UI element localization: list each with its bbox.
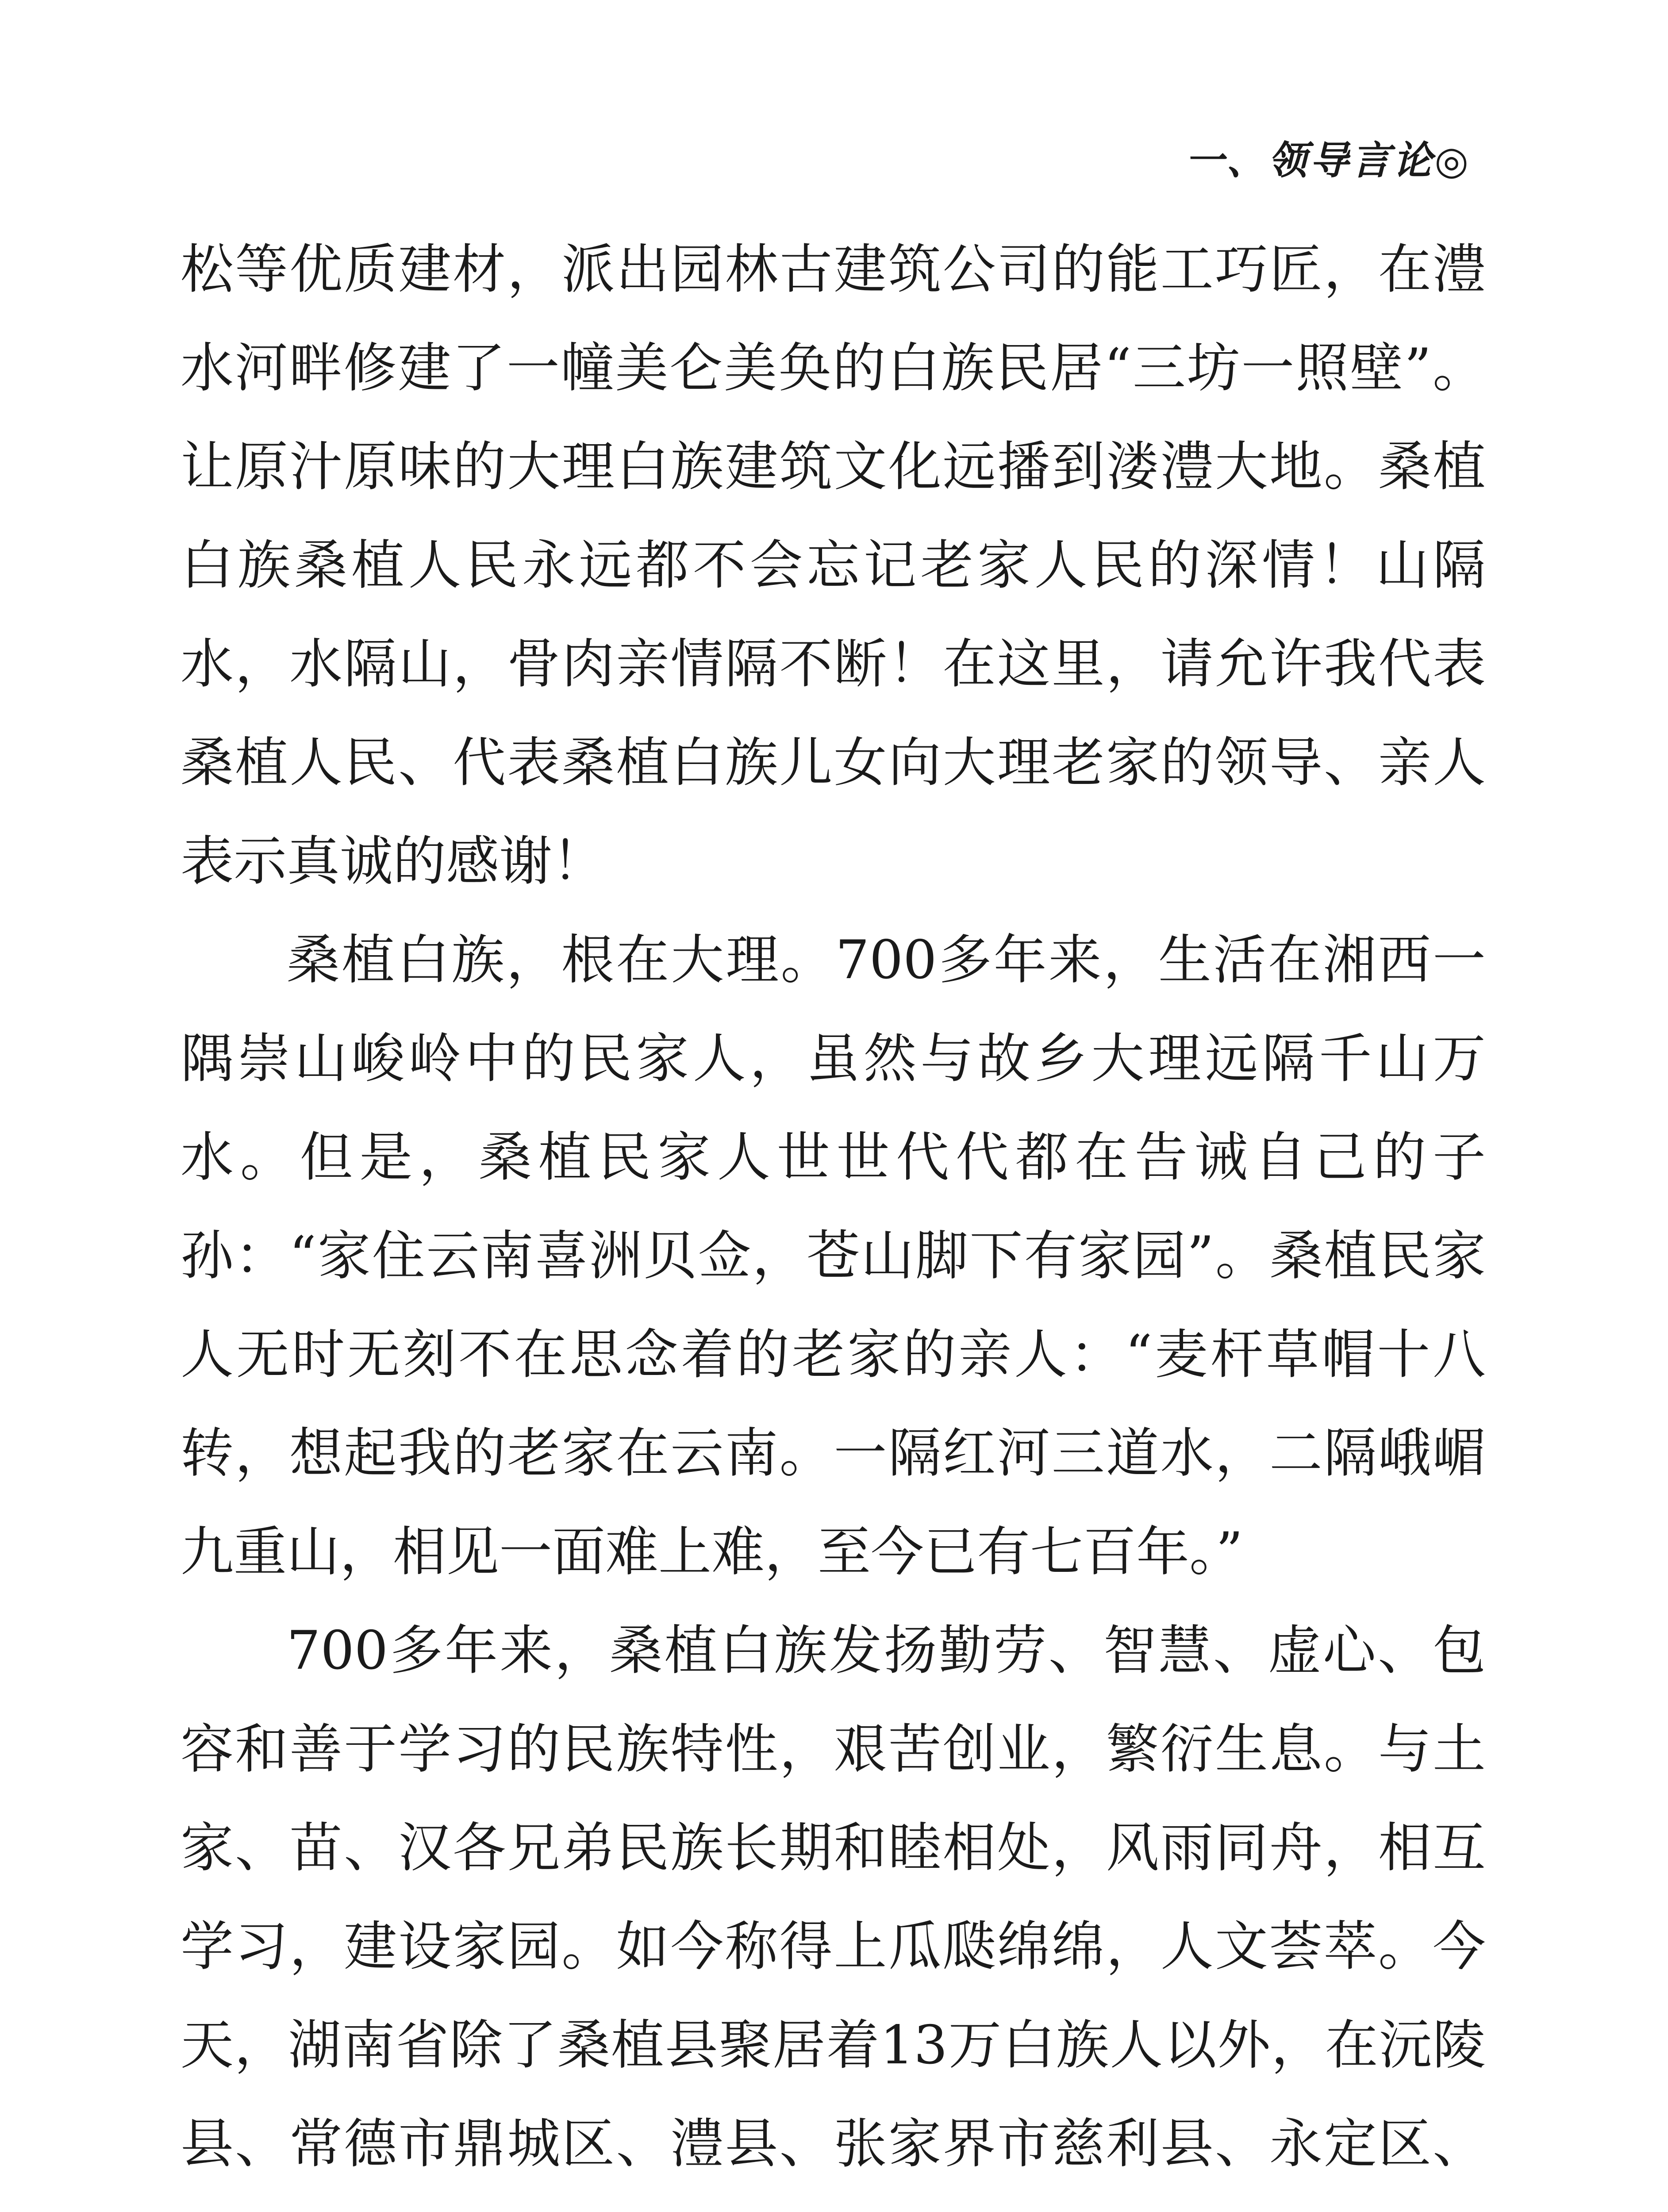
body-text xyxy=(181,220,1486,2212)
paragraph: 桑植白族，根在大理。700多年来，生活在湘西一隅崇山峻岭中的民家人，虽然与故乡大理远隔千山万水。但是，桑植民家人世世代代都在告诫自己的子孙：“家住云南喜洲贝佥，苍山脚下有家园”。桑植民家人无时无刻不在思念着的老家的亲人：“麦杆草帽十八转，想起我的老家在云南。一隔红河三道水，二隔峨嵋九重山，相见一面难上难，至今已有七百年。” xyxy=(181,929,1486,1583)
running-header: 一、领导言论◎ xyxy=(1185,137,1471,183)
paragraph-continued: 松等优质建材，派出园林古建筑公司的能工巧匠，在澧水河畔修建了一幢美仑美奂的白族民居“三坊一照壁”。让原汁原味的大理白族建筑文化远播到溇澧大地。桑植白族桑植人民永远都不会忘记老家人民的深情！山隔水，水隔山，骨肉亲情隔不断！在这里，请允许我代表桑植人民、代表桑植白族儿女向大理老家的领导、亲人表示真诚的感谢！ xyxy=(181,239,1486,892)
paragraph: 700多年来，桑植白族发扬勤劳、智慧、虚心、包容和善于学习的民族特性，艰苦创业，繁衍生息。与土家、苗、汉各兄弟民族长期和睦相处，风雨同舟，相互学习，建设家园。如今称得上瓜瓞绵绵，人文荟萃。今天，湖南省除了桑植县聚居着13万白族人以外，在沅陵县、常德市鼎城区、澧县、张家界市慈利县、永定区、 xyxy=(181,1620,1486,2175)
